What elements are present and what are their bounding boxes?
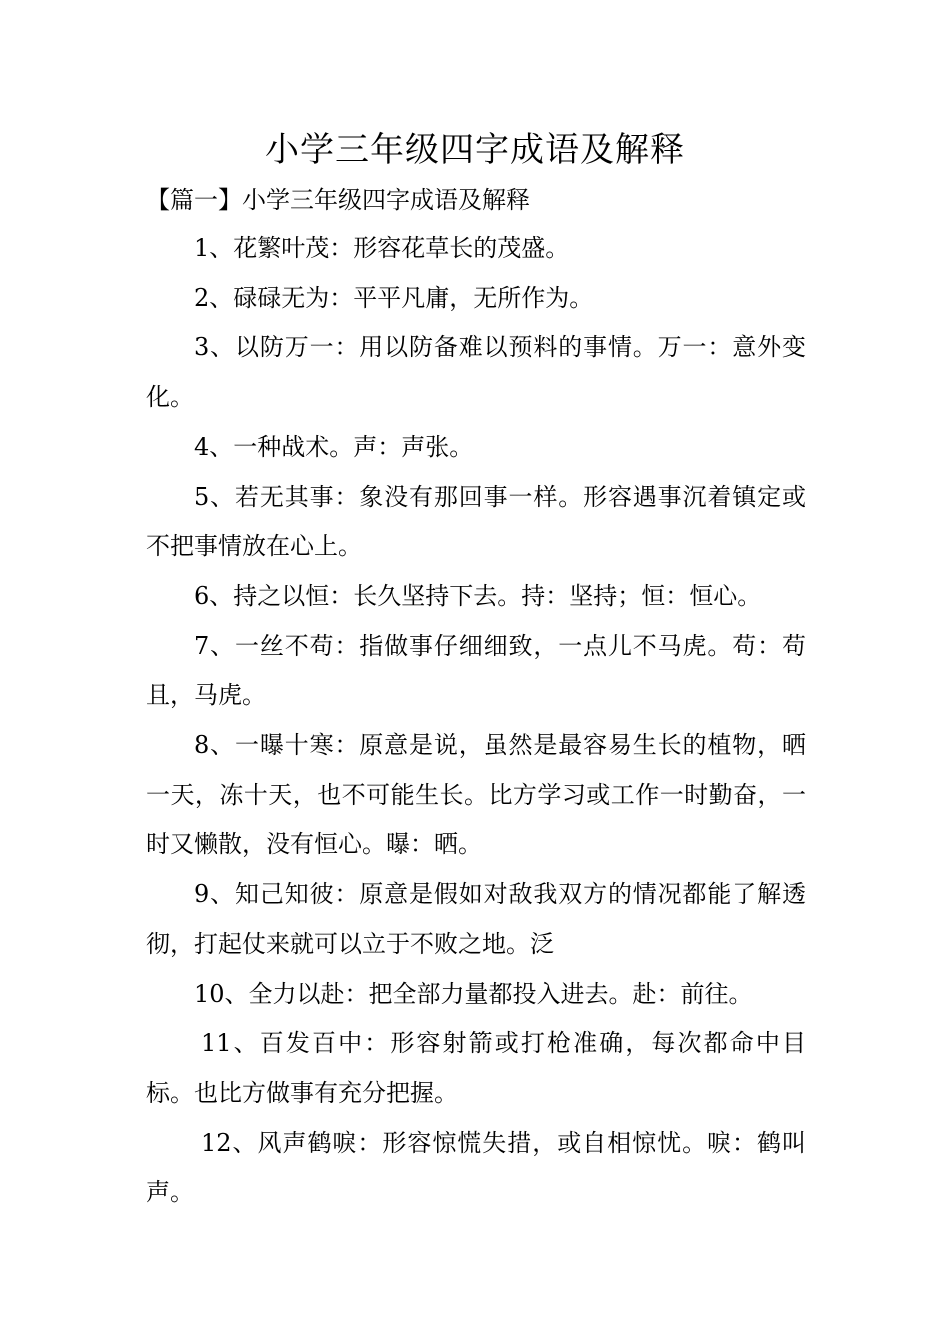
idiom-entry-10: 10、全力以赴：把全部力量都投入进去。赴：前往。 [194, 979, 753, 1008]
section-heading: 【篇一】小学三年级四字成语及解释 [146, 186, 530, 214]
idiom-entry-9: 9、知己知彼：原意是假如对敌我双方的情况都能了解透彻，打起仗来就可以立于不败之地。泛 [146, 880, 806, 958]
idiom-list [146, 224, 806, 1218]
page-title: 小学三年级四字成语及解释 [265, 130, 685, 170]
idiom-entry-12: 12、风声鹤唳：形容惊慌失措，或自相惊忧。唳：鹤叫声。 [146, 1128, 806, 1207]
idiom-entry-2: 2、碌碌无为：平平凡庸，无所作为。 [194, 283, 594, 312]
idiom-entry-11: 11、百发百中：形容射箭或打枪准确，每次都命中目标。也比方做事有充分把握。 [146, 1029, 806, 1107]
idiom-entry-1: 1、花繁叶茂：形容花草长的茂盛。 [194, 234, 570, 262]
idiom-entry-8: 8、一曝十寒：原意是说，虽然是最容易生长的植物，晒一天，冻十天，也不可能生长。比方学习或工作一时勤奋，一时又懒散，没有恒心。曝：晒。 [146, 731, 806, 859]
idiom-entry-4: 4、一种战术。声：声张。 [194, 432, 474, 461]
idiom-entry-5: 5、若无其事：象没有那回事一样。形容遇事沉着镇定或不把事情放在心上。 [146, 482, 806, 561]
idiom-entry-6: 6、持之以恒：长久坚持下去。持：坚持；恒：恒心。 [194, 581, 762, 610]
idiom-entry-3: 3、以防万一：用以防备难以预料的事情。万一：意外变化。 [146, 333, 806, 412]
idiom-entry-7: 7、一丝不苟：指做事仔细细致，一点儿不马虎。苟：苟且，马虎。 [146, 631, 806, 710]
